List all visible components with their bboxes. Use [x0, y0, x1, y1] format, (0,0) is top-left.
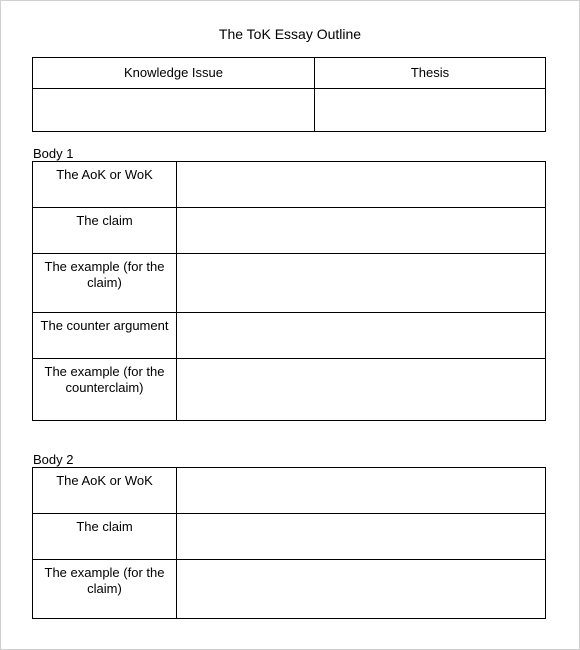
table-row — [33, 162, 546, 208]
body-1-counter-argument-cell[interactable] — [177, 313, 546, 359]
body-1-aok-cell[interactable] — [177, 162, 546, 208]
body-1-example-label: The example (for the claim) — [33, 254, 177, 313]
table-row — [33, 359, 546, 421]
knowledge-issue-header: Knowledge Issue — [33, 58, 315, 89]
body-2-aok-label: The AoK or WoK — [33, 468, 177, 514]
body-1-counter-argument-label: The counter argument — [33, 313, 177, 359]
body-1-claim-cell[interactable] — [177, 208, 546, 254]
body-2-aok-cell[interactable] — [177, 468, 546, 514]
body-1-table — [32, 161, 546, 421]
page-title: The ToK Essay Outline — [218, 26, 362, 42]
body-2-label: Body 2 — [33, 452, 74, 467]
body-2-table — [32, 467, 546, 619]
body-1-counter-example-cell[interactable] — [177, 359, 546, 421]
body-1-aok-label: The AoK or WoK — [33, 162, 177, 208]
knowledge-thesis-table — [32, 57, 546, 132]
body-1-label: Body 1 — [33, 146, 74, 161]
body-2-claim-label: The claim — [33, 514, 177, 560]
knowledge-issue-cell[interactable] — [33, 89, 315, 132]
table-row — [33, 313, 546, 359]
body-1-claim-label: The claim — [33, 208, 177, 254]
body-1-example-cell[interactable] — [177, 254, 546, 313]
table-row — [33, 254, 546, 313]
table-row — [33, 560, 546, 619]
table-row — [33, 514, 546, 560]
body-2-example-cell[interactable] — [177, 560, 546, 619]
thesis-cell[interactable] — [315, 89, 546, 132]
table-row — [33, 468, 546, 514]
thesis-header: Thesis — [315, 58, 546, 89]
body-2-example-label: The example (for the claim) — [33, 560, 177, 619]
body-1-counter-example-label: The example (for the counterclaim) — [33, 359, 177, 421]
table-row — [33, 208, 546, 254]
body-2-claim-cell[interactable] — [177, 514, 546, 560]
